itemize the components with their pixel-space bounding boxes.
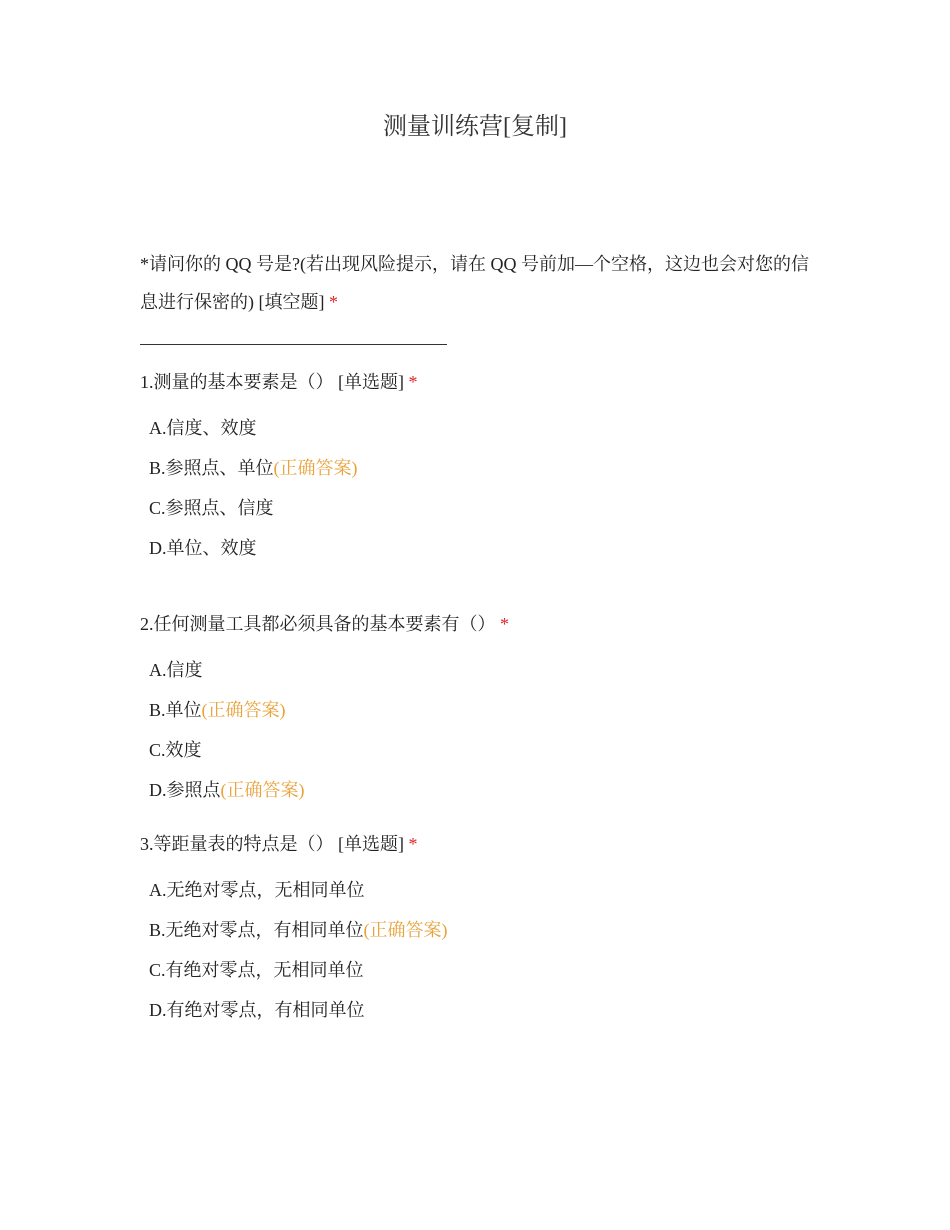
- required-mark: *: [408, 834, 418, 854]
- option-2b: [149, 695, 286, 725]
- question-text: 2.任何测量工具都必须具备的基本要素有（）: [140, 614, 496, 634]
- required-mark: *: [329, 292, 338, 312]
- option-3c: [149, 955, 364, 985]
- option-3a: [149, 875, 365, 905]
- correct-answer-tag: (正确答案): [363, 920, 448, 940]
- option-1b: [149, 453, 358, 483]
- required-mark: *: [408, 372, 418, 392]
- correct-answer-tag: (正确答案): [220, 780, 305, 800]
- question-2: [140, 609, 509, 639]
- option-label: C.有绝对零点，无相同单位: [149, 960, 364, 980]
- option-label: C.效度: [149, 740, 202, 760]
- option-label: D.参照点: [149, 780, 221, 800]
- page-title: 测量训练营[复制]: [383, 114, 567, 140]
- option-2d: [149, 775, 305, 805]
- correct-answer-tag: (正确答案): [273, 458, 358, 478]
- question-text: 3.等距量表的特点是（）: [140, 834, 334, 854]
- option-2a: [149, 655, 203, 685]
- option-label: C.参照点、信度: [149, 498, 274, 518]
- option-label: A.无绝对零点，无相同单位: [149, 880, 365, 900]
- question-1: [140, 367, 418, 397]
- question-prefix-mark: *: [140, 254, 149, 274]
- option-label: D.有绝对零点，有相同单位: [149, 1000, 365, 1020]
- question-text: 1.测量的基本要素是（）: [140, 372, 334, 392]
- answer-blank-line[interactable]: [140, 344, 447, 345]
- option-2c: [149, 735, 202, 765]
- option-1a: [149, 413, 257, 443]
- option-label: B.单位: [149, 700, 202, 720]
- option-label: B.参照点、单位: [149, 458, 274, 478]
- correct-answer-tag: (正确答案): [201, 700, 286, 720]
- option-1c: [149, 493, 274, 523]
- option-label: B.无绝对零点，有相同单位: [149, 920, 364, 940]
- question-qq: [140, 245, 820, 321]
- question-text: 请问你的 QQ 号是?(若出现风险提示，请在 QQ 号前加—个空格，这边也会对您的信息进行保密的): [140, 254, 809, 312]
- option-label: A.信度、效度: [149, 418, 257, 438]
- question-type-tag: [单选题]: [338, 372, 404, 392]
- option-3d: [149, 995, 365, 1025]
- option-label: D.单位、效度: [149, 538, 257, 558]
- question-type-tag: [单选题]: [338, 834, 404, 854]
- option-3b: [149, 915, 448, 945]
- option-label: A.信度: [149, 660, 203, 680]
- question-3: [140, 829, 418, 859]
- required-mark: *: [500, 614, 509, 634]
- option-1d: [149, 533, 257, 563]
- question-type-tag: [填空题]: [258, 292, 325, 312]
